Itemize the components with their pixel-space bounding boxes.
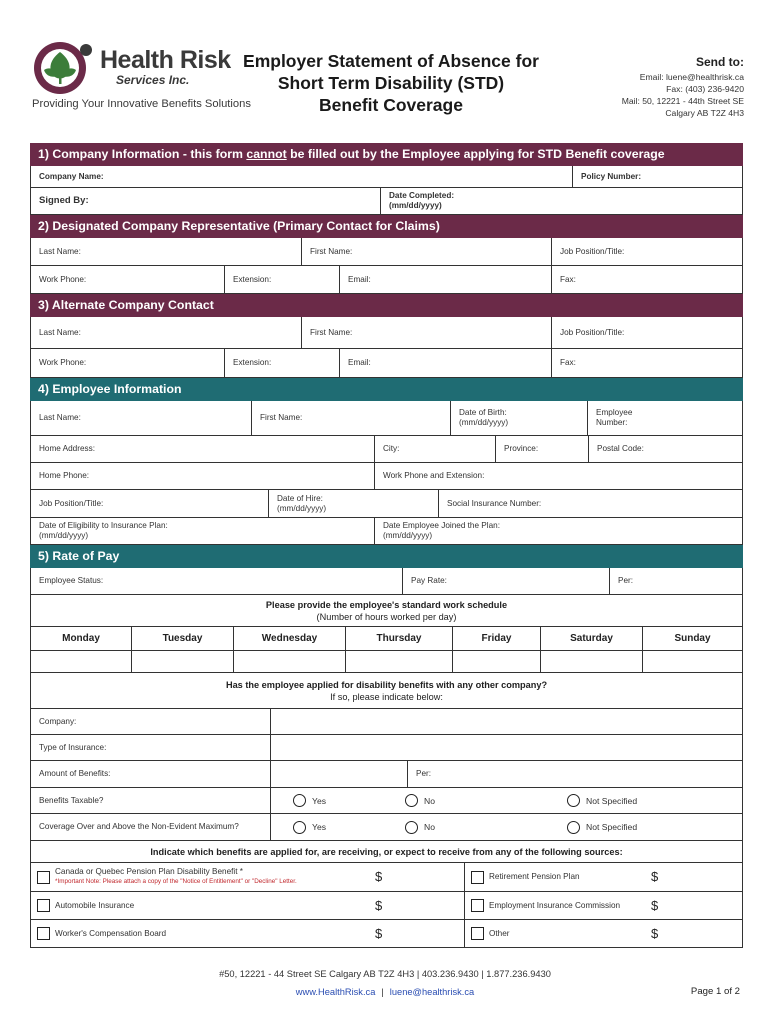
coverage-label-cell — [31, 814, 271, 840]
rep-work-phone-field[interactable] — [31, 266, 225, 293]
rep-email-field[interactable] — [340, 266, 552, 293]
emp-number-field[interactable] — [588, 401, 742, 435]
title-line-3: Benefit Coverage — [319, 95, 463, 115]
coverage-ns-label: Not Specified — [586, 822, 638, 832]
section-5-header: 5) Rate of Pay — [30, 545, 743, 568]
eic-checkbox[interactable] — [471, 899, 484, 912]
signed-by-field[interactable] — [31, 188, 381, 214]
alt-extension-label: Extension: — [233, 358, 272, 367]
insurance-type-label: Type of Insurance: — [39, 742, 107, 752]
rep-last-name-label: Last Name: — [39, 246, 81, 256]
cpp-dollar: $ — [375, 869, 383, 884]
emp-province-field[interactable] — [496, 436, 589, 462]
emp-address-row — [30, 436, 743, 463]
emp-hire-date-label: Date of Hire: — [277, 493, 323, 503]
policy-number-label: Policy Number: — [581, 171, 642, 181]
alt-email-label: Email: — [348, 358, 371, 367]
taxable-row — [30, 788, 743, 814]
rep-job-label: Job Position/Title: — [560, 246, 625, 256]
emp-dob-format: (mm/dd/yyyy) — [459, 418, 509, 427]
pay-row — [30, 568, 743, 595]
emp-job-row — [30, 490, 743, 518]
emp-sin-field[interactable] — [439, 490, 742, 517]
footer-email-link[interactable]: luene@healthrisk.ca — [389, 987, 475, 997]
alt-fax-label: Fax: — [560, 358, 576, 367]
section-1-header — [30, 143, 743, 166]
company-logo — [30, 40, 251, 115]
footer-address: #50, 12221 - 44 Street SE Calgary AB T2Z 4H3 | 403.236.9430 | 1.877.236.9430 — [219, 969, 551, 979]
auto-label: Automobile Insurance — [55, 900, 135, 910]
coverage-no-option[interactable] — [397, 814, 559, 840]
emp-job-field[interactable] — [31, 490, 269, 517]
send-to-heading: Send to: — [696, 55, 744, 69]
coverage-row — [30, 814, 743, 841]
other-label: Other — [489, 928, 510, 938]
taxable-ns-option[interactable] — [559, 788, 742, 813]
other-company-label: Company: — [39, 716, 77, 726]
hours-monday-input[interactable] — [31, 651, 132, 672]
schedule-sub: (Number of hours worked per day) — [316, 611, 457, 622]
emp-number-label-1: Employee — [596, 408, 633, 417]
insurance-type-row — [30, 735, 743, 761]
footer-links — [0, 987, 770, 997]
coverage-label: Coverage Over and Above the Non-Evident Maximum? — [39, 822, 239, 831]
alt-first-name-field[interactable] — [302, 317, 552, 348]
other-dollar: $ — [651, 925, 659, 941]
emp-job-label: Job Position/Title: — [39, 498, 104, 508]
emp-number-label-2: Number: — [596, 418, 628, 427]
wcb-option[interactable] — [31, 920, 465, 947]
coverage-yes-label: Yes — [312, 822, 327, 832]
emp-eligibility-field[interactable] — [31, 518, 375, 544]
pay-per-label: Per: — [618, 576, 634, 585]
retirement-dollar: $ — [651, 869, 659, 884]
coverage-yes-radio[interactable] — [293, 821, 306, 834]
emp-city-field[interactable] — [375, 436, 496, 462]
auto-checkbox[interactable] — [37, 899, 50, 912]
date-completed-field[interactable] — [381, 188, 742, 214]
employee-status-field[interactable] — [31, 568, 403, 594]
emp-plan-row — [30, 518, 743, 545]
schedule-note — [266, 599, 507, 623]
alt-first-name-label: First Name: — [310, 327, 353, 337]
logo-subtitle: Services Inc. — [116, 73, 190, 87]
rep-extension-label: Extension: — [233, 274, 272, 284]
coverage-ns-radio[interactable] — [567, 821, 580, 834]
emp-last-name-label: Last Name: — [39, 413, 81, 422]
emp-hire-date-field[interactable] — [269, 490, 439, 517]
emp-first-name-field[interactable] — [252, 401, 451, 435]
coverage-no-label: No — [424, 822, 435, 832]
other-option[interactable] — [465, 920, 742, 947]
footer-separator: | — [381, 987, 384, 997]
emp-work-phone-field[interactable] — [375, 463, 742, 489]
wcb-label: Worker's Compensation Board — [55, 928, 167, 938]
alt-job-label: Job Position/Title: — [560, 327, 625, 337]
eic-label: Employment Insurance Commission — [489, 900, 621, 910]
sources-row-2 — [30, 892, 743, 920]
date-completed-format: (mm/dd/yyyy) — [389, 201, 442, 210]
wcb-dollar: $ — [375, 925, 383, 941]
document-title — [240, 50, 542, 116]
title-line-1: Employer Statement of Absence for — [243, 51, 539, 71]
cpp-checkbox[interactable] — [37, 871, 50, 884]
day-thursday: Thursday — [346, 627, 453, 650]
section-1-title-post: be filled out by the Employee applying for STD Benefit coverage — [286, 147, 665, 161]
rep-extension-field[interactable] — [225, 266, 340, 293]
day-wednesday: Wednesday — [234, 627, 346, 650]
rep-job-field[interactable] — [552, 238, 742, 265]
section-4-header: 4) Employee Information — [30, 378, 743, 401]
send-to-email: Email: luene@healthrisk.ca — [639, 72, 744, 82]
emp-joined-plan-format: (mm/dd/yyyy) — [383, 531, 433, 540]
insurance-type-label-cell — [31, 735, 271, 760]
emp-joined-plan-label: Date Employee Joined the Plan: — [383, 521, 500, 530]
day-friday: Friday — [453, 627, 541, 650]
alt-work-phone-label: Work Phone: — [39, 358, 87, 367]
hours-wednesday-input[interactable] — [234, 651, 346, 672]
emp-city-label: City: — [383, 444, 400, 453]
other-checkbox[interactable] — [471, 927, 484, 940]
amount-per-input[interactable] — [408, 761, 742, 787]
day-saturday: Saturday — [541, 627, 643, 650]
emp-home-address-field[interactable] — [31, 436, 375, 462]
cpp-label: Canada or Quebec Pension Plan Disability Benefit * — [55, 867, 243, 876]
hours-saturday-input[interactable] — [541, 651, 643, 672]
hours-thursday-input[interactable] — [346, 651, 453, 672]
emp-name-row — [30, 401, 743, 436]
alt-fax-field[interactable] — [552, 349, 742, 377]
eic-option[interactable] — [465, 892, 742, 919]
page-number: Page 1 of 2 — [690, 986, 740, 997]
taxable-label: Benefits Taxable? — [39, 795, 104, 805]
rep-contact-row — [30, 266, 743, 294]
amount-label-cell — [31, 761, 271, 787]
emp-first-name-label: First Name: — [260, 413, 303, 422]
hours-friday-input[interactable] — [453, 651, 541, 672]
other-company-heading: Has the employee applied for disability benefits with any other company? — [225, 679, 548, 690]
taxable-label-cell — [31, 788, 271, 813]
other-company-input[interactable] — [271, 709, 742, 734]
section-3-header: 3) Alternate Company Contact — [30, 294, 743, 317]
auto-option[interactable] — [31, 892, 465, 919]
rep-first-name-field[interactable] — [302, 238, 552, 265]
taxable-no-option[interactable] — [397, 788, 559, 813]
emp-postal-code-label: Postal Code: — [597, 444, 644, 453]
sources-note-row — [30, 841, 743, 863]
coverage-ns-option[interactable] — [559, 814, 742, 840]
emp-dob-label: Date of Birth: — [459, 408, 507, 417]
company-name-label: Company Name: — [39, 171, 104, 181]
day-sunday: Sunday — [674, 632, 711, 644]
amount-input[interactable] — [271, 761, 408, 787]
emp-home-phone-label: Home Phone: — [39, 471, 90, 480]
send-to-fax: Fax: (403) 236-9420 — [666, 84, 744, 94]
footer-website-link[interactable]: www.HealthRisk.ca — [295, 987, 376, 997]
taxable-no-label: No — [424, 795, 435, 806]
title-line-2: Short Term Disability (STD) — [277, 73, 505, 93]
alt-extension-field[interactable] — [225, 349, 340, 377]
send-to-block — [622, 56, 744, 119]
alt-name-row — [30, 317, 743, 349]
rep-first-name-label: First Name: — [310, 246, 353, 256]
retirement-checkbox[interactable] — [471, 871, 484, 884]
hours-tuesday-input[interactable] — [132, 651, 234, 672]
taxable-ns-label: Not Specified — [586, 795, 638, 806]
emp-hire-date-format: (mm/dd/yyyy) — [277, 503, 327, 513]
taxable-yes-option[interactable] — [271, 788, 397, 813]
send-to-mail: Mail: 50, 12221 - 44th Street SE — [621, 96, 744, 106]
other-company-label-cell — [31, 709, 271, 734]
taxable-ns-radio[interactable] — [567, 794, 580, 807]
taxable-no-radio[interactable] — [405, 794, 418, 807]
amount-label: Amount of Benefits: — [39, 769, 111, 778]
emp-province-label: Province: — [504, 444, 539, 453]
emp-last-name-field[interactable] — [31, 401, 252, 435]
alt-work-phone-field[interactable] — [31, 349, 225, 377]
alt-email-field[interactable] — [340, 349, 552, 377]
send-to-city: Calgary AB T2Z 4H3 — [665, 108, 744, 118]
cpp-note: *Important Note: Please attach a copy of the "Notice of Entitlement" or "Decline" Letter. — [55, 878, 297, 885]
rep-work-phone-label: Work Phone: — [39, 274, 87, 284]
schedule-heading: Please provide the employee's standard work schedule — [265, 599, 508, 610]
alt-last-name-label: Last Name: — [39, 327, 81, 337]
std-form — [30, 143, 743, 948]
emp-eligibility-format: (mm/dd/yyyy) — [39, 531, 89, 540]
rep-name-row — [30, 238, 743, 266]
insurance-type-input[interactable] — [271, 735, 742, 760]
amount-per-label: Per: — [416, 769, 432, 778]
emp-sin-label: Social Insurance Number: — [447, 498, 542, 508]
auto-dollar: $ — [375, 897, 383, 913]
logo-tagline: Providing Your Innovative Benefits Solutions — [32, 98, 251, 110]
alt-contact-row — [30, 349, 743, 378]
rep-email-label: Email: — [348, 274, 371, 284]
pay-rate-label: Pay Rate: — [411, 576, 447, 585]
taxable-yes-radio[interactable] — [293, 794, 306, 807]
rep-fax-label: Fax: — [560, 274, 576, 284]
emp-work-phone-label: Work Phone and Extension: — [383, 471, 485, 480]
hours-sunday-input[interactable] — [643, 651, 742, 672]
coverage-yes-option[interactable] — [271, 814, 397, 840]
alt-last-name-field[interactable] — [31, 317, 302, 348]
alt-job-field[interactable] — [552, 317, 742, 348]
cpp-option[interactable] — [31, 863, 465, 891]
days-header-row — [30, 627, 743, 651]
retirement-label: Retirement Pension Plan — [489, 872, 580, 881]
emp-eligibility-label: Date of Eligibility to Insurance Plan: — [39, 521, 168, 530]
emp-home-phone-field[interactable] — [31, 463, 375, 489]
emp-postal-code-field[interactable] — [589, 436, 742, 462]
health-risk-logo-icon — [30, 40, 96, 96]
pay-rate-field[interactable] — [403, 568, 610, 594]
day-monday: Monday — [31, 627, 132, 650]
sources-row-3 — [30, 920, 743, 948]
emp-joined-plan-field[interactable] — [375, 518, 742, 544]
emp-dob-field[interactable] — [451, 401, 588, 435]
sources-row-1 — [30, 863, 743, 892]
schedule-note-row — [30, 595, 743, 627]
emp-phone-row — [30, 463, 743, 490]
eic-dollar: $ — [651, 897, 659, 913]
section-2-header: 2) Designated Company Representative (Primary Contact for Claims) — [30, 215, 743, 238]
taxable-yes-label: Yes — [312, 795, 327, 806]
rep-fax-field[interactable] — [552, 266, 742, 293]
other-company-note-row — [30, 673, 743, 709]
sources-heading: Indicate which benefits are applied for, are receiving, or expect to receive from any of the following sources: — [150, 846, 623, 857]
section-1-title-cannot: cannot — [246, 147, 287, 161]
day-tuesday: Tuesday — [132, 627, 234, 650]
other-company-sub: If so, please indicate below: — [330, 691, 443, 702]
coverage-no-radio[interactable] — [405, 821, 418, 834]
date-completed-label: Date Completed: — [389, 191, 455, 200]
amount-row — [30, 761, 743, 788]
employee-status-label: Employee Status: — [39, 576, 104, 585]
section-1-title-pre: 1) Company Information - this form — [38, 147, 247, 161]
wcb-checkbox[interactable] — [37, 927, 50, 940]
rep-last-name-field[interactable] — [31, 238, 302, 265]
other-company-note — [226, 679, 547, 703]
emp-home-address-label: Home Address: — [39, 444, 95, 453]
logo-name: Health Risk — [100, 46, 231, 74]
company-row — [30, 166, 743, 188]
policy-number-field[interactable] — [573, 166, 742, 187]
signed-row — [30, 188, 743, 215]
days-hours-row — [30, 651, 743, 673]
signed-by-label: Signed By: — [39, 195, 89, 206]
other-company-row — [30, 709, 743, 735]
retirement-option[interactable] — [465, 863, 742, 891]
company-name-field[interactable] — [31, 166, 573, 187]
pay-per-field[interactable] — [610, 568, 742, 594]
